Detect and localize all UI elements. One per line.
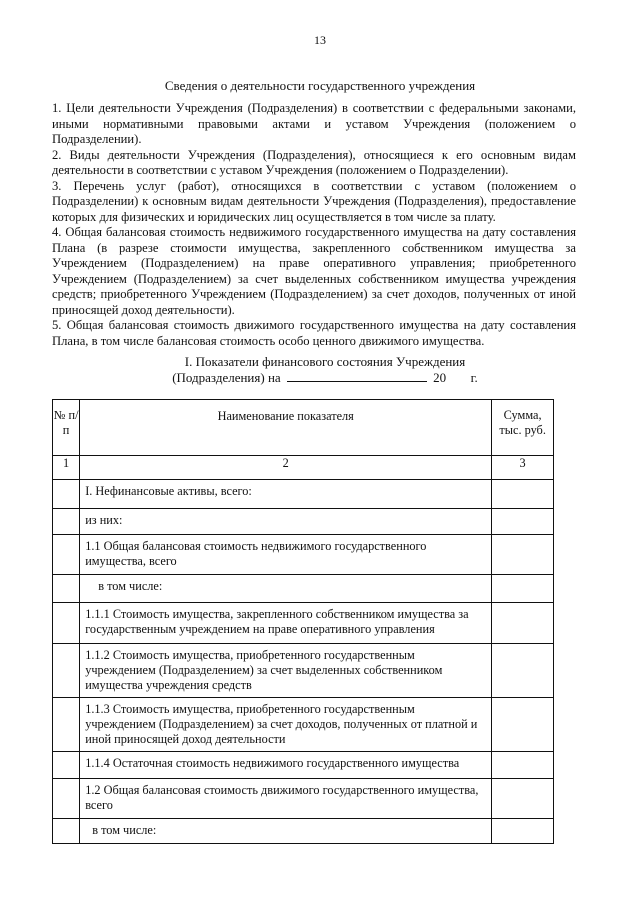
section-title-suffix: г.	[470, 370, 478, 385]
row-name: из них:	[80, 509, 492, 535]
table-row	[53, 644, 554, 698]
row-name: 1.1.2 Стоимость имущества, приобретенного государственным учреждением (Подразделением) за счет выделенных собственником имущества учреждения средств	[80, 644, 492, 698]
date-blank-line	[287, 370, 427, 382]
paragraph-goals: 1. Цели деятельности Учреждения (Подразделения) в соответствии с федеральными законами, иными нормативными правовыми актами и уставом Учреждения (положением о Подразделении).	[52, 101, 576, 146]
paragraph-services-list: 3. Перечень услуг (работ), относящихся в соответствии с уставом (положением о Подразделении) к основным видам деятельности Учреждения (Подразделения), предоставление которых для физических и юридических лиц осуществляется в том числе за плату.	[52, 178, 576, 224]
row-sum	[492, 819, 554, 844]
row-name: в том числе:	[80, 819, 492, 844]
row-name: 1.1 Общая балансовая стоимость недвижимого государственного имущества, всего	[80, 535, 492, 575]
row-name: 1.1.3 Стоимость имущества, приобретенного государственным учреждением (Подразделением) за счет доходов, полученных от платной и иной приносящей доход деятельности	[80, 698, 492, 752]
page-number: 13	[314, 33, 326, 47]
paragraph-movable-property-value: 5. Общая балансовая стоимость движимого государственного имущества на дату составления Плана, в том числе балансовая стоимость особо ценного движимого имущества.	[52, 318, 576, 348]
row-sum	[492, 535, 554, 575]
section-title	[160, 354, 490, 386]
header-sum: Сумма, тыс. руб.	[492, 400, 554, 456]
table-row	[53, 698, 554, 752]
row-sum	[492, 779, 554, 819]
section-title-prefix: (Подразделения) на	[172, 370, 281, 385]
row-name: в том числе:	[80, 575, 492, 603]
table-row	[53, 509, 554, 535]
table-row	[53, 752, 554, 779]
row-sum	[492, 752, 554, 779]
table-header-row	[53, 400, 554, 456]
row-name: 1.2 Общая балансовая стоимость движимого государственного имущества, всего	[80, 779, 492, 819]
row-sum	[492, 575, 554, 603]
row-sum	[492, 698, 554, 752]
table-row	[53, 779, 554, 819]
row-sum	[492, 644, 554, 698]
section-title-year: 20	[433, 370, 447, 385]
activity-paragraphs	[52, 101, 576, 349]
section-title-line1: I. Показатели финансового состояния Учреждения	[184, 354, 466, 369]
table-index-row	[53, 456, 554, 480]
document-title: Сведения о деятельности государственного учреждения	[164, 78, 476, 93]
table-row	[53, 535, 554, 575]
header-num: № п/п	[53, 400, 80, 456]
header-name: Наименование показателя	[80, 400, 492, 456]
row-name: I. Нефинансовые активы, всего:	[80, 480, 492, 509]
row-name: 1.1.4 Остаточная стоимость недвижимого государственного имущества	[80, 752, 492, 779]
table-row	[53, 480, 554, 509]
index-cell: 2	[80, 456, 492, 480]
row-sum	[492, 509, 554, 535]
index-cell: 3	[492, 456, 554, 480]
row-sum	[492, 480, 554, 509]
row-name: 1.1.1 Стоимость имущества, закрепленного собственником имущества за государственным учреждением на праве оперативного управления	[80, 603, 492, 644]
table-row	[53, 575, 554, 603]
paragraph-activity-types: 2. Виды деятельности Учреждения (Подразделения), относящиеся к его основным видам деятельности в соответствии с уставом Учреждения (положением о Подразделении).	[52, 147, 576, 177]
financial-indicators-table	[52, 399, 554, 844]
table-row	[53, 819, 554, 844]
row-sum	[492, 603, 554, 644]
section-title-line2	[160, 370, 490, 386]
paragraph-real-estate-value: 4. Общая балансовая стоимость недвижимого государственного имущества на дату составления Плана (в разрезе стоимости имущества, закрепленного собственником имущества за Учреждением (Подразделением) на праве оперативного управления; приобретенного Учреждением (Подразделением) за счет выделенных собственником имущества учреждения средств; приобретенного Учреждением (Подразделением) за счет доходов, полученных от иной приносящей доход деятельности).	[52, 225, 576, 317]
table-row	[53, 603, 554, 644]
index-cell: 1	[53, 456, 80, 480]
